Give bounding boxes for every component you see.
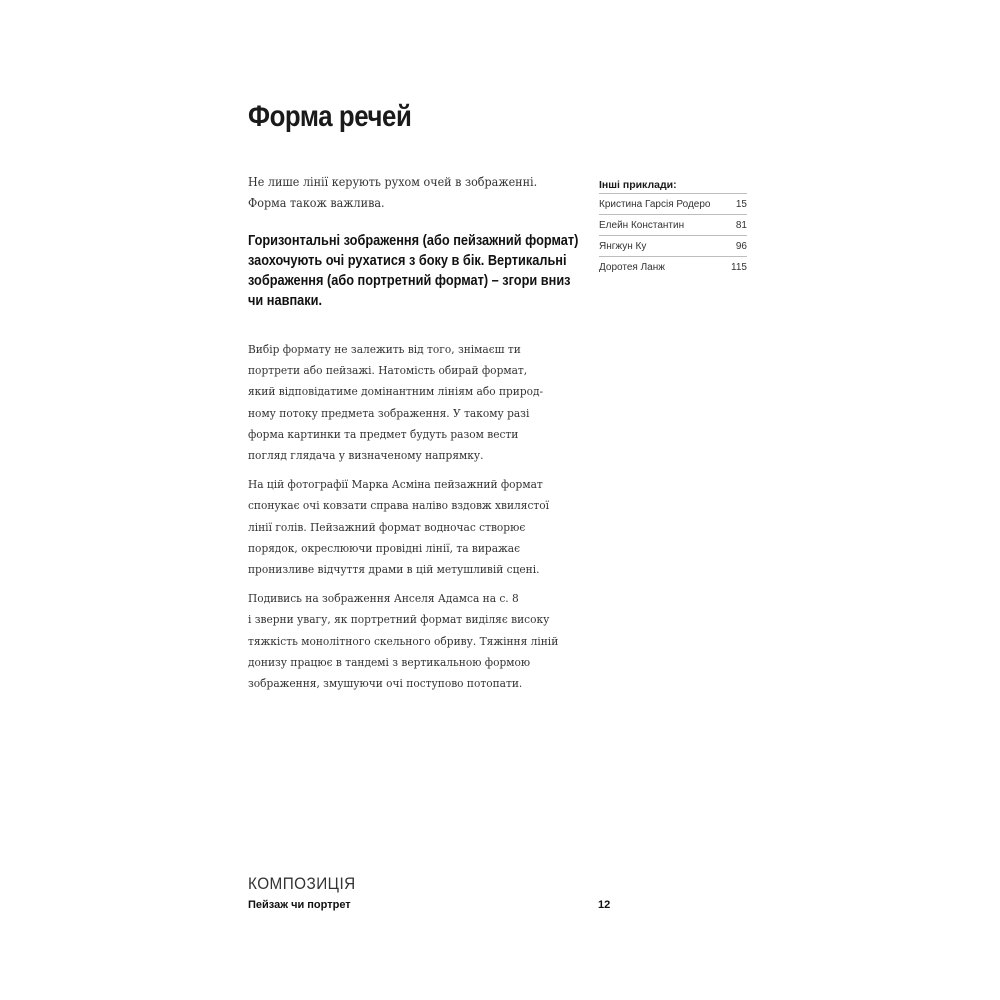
footer-section-title: КОМПОЗИЦІЯ [248, 874, 356, 893]
body-line: Вибір формату не залежить від того, знімаєш ти [248, 342, 521, 356]
footer-subsection: Пейзаж чи портрет [248, 899, 351, 911]
body-line: форма картинки та предмет будуть разом вести [248, 426, 519, 441]
example-page: 81 [735, 219, 747, 231]
lead-line: зображення (або портретний формат) – згори вниз [248, 273, 571, 289]
lead-paragraph [248, 231, 578, 311]
body-line: і зверни увагу, як портретний формат виділяє високу [248, 612, 550, 627]
lead-line: чи навпаки. [248, 293, 323, 309]
body-paragraph-1 [248, 339, 578, 466]
main-column [248, 172, 578, 694]
sidebar-heading: Інші приклади: [599, 177, 747, 194]
body-line: погляд глядача у визначеному напрямку. [248, 448, 484, 463]
body-line: пронизливе відчуття драми в цій метушливій сцені. [248, 562, 540, 577]
lead-line: Горизонтальні зображення (або пейзажний формат) [248, 233, 579, 249]
body-line: порядок, окреслюючи провідні лінії, та виражає [248, 540, 521, 555]
example-name: Кристина Гарсія Родеро [599, 198, 711, 210]
intro-line: Форма також важлива. [248, 196, 385, 210]
example-row [599, 236, 747, 257]
body-line: тяжкість монолітного скельного обриву. Тяжіння ліній [248, 633, 559, 648]
intro-line: Не лише лінії керують рухом очей в зображенні. [248, 175, 538, 189]
body-line: портрети або пейзажі. Натомість обирай формат, [248, 363, 528, 378]
body-paragraph-3 [248, 588, 578, 694]
body-line: зображення, змушуючи очі поступово потопати. [248, 676, 523, 691]
body-line: ному потоку предмета зображення. У такому разі [248, 405, 530, 420]
example-page: 15 [735, 198, 747, 210]
other-examples-sidebar [599, 177, 747, 277]
body-line: який відповідатиме домінантним лініям або природ- [248, 384, 544, 399]
body-line: На цій фотографії Марка Асміна пейзажний формат [248, 477, 543, 492]
example-row [599, 215, 747, 236]
body-line: лінії голів. Пейзажний формат водночас створює [248, 519, 526, 534]
example-name: Янгжун Ку [599, 240, 647, 252]
body-line: Подивись на зображення Анселя Адамса на с. 8 [248, 591, 519, 606]
lead-line: заохочують очі рухатися з боку в бік. Вертикальні [248, 253, 567, 269]
example-row [599, 257, 747, 277]
body-line: спонукає очі ковзати справа наліво вздовж хвилястої [248, 498, 550, 513]
body-paragraph-2 [248, 474, 578, 580]
example-row [599, 194, 747, 215]
intro-paragraph [248, 172, 578, 214]
page-number: 12 [598, 899, 611, 911]
page-title: Форма речей [248, 100, 412, 133]
example-name: Доротея Ланж [599, 261, 665, 273]
example-page: 115 [731, 261, 747, 273]
example-name: Елейн Константин [599, 219, 685, 231]
example-page: 96 [735, 240, 747, 252]
body-line: донизу працює в тандемі з вертикальною формою [248, 654, 531, 669]
